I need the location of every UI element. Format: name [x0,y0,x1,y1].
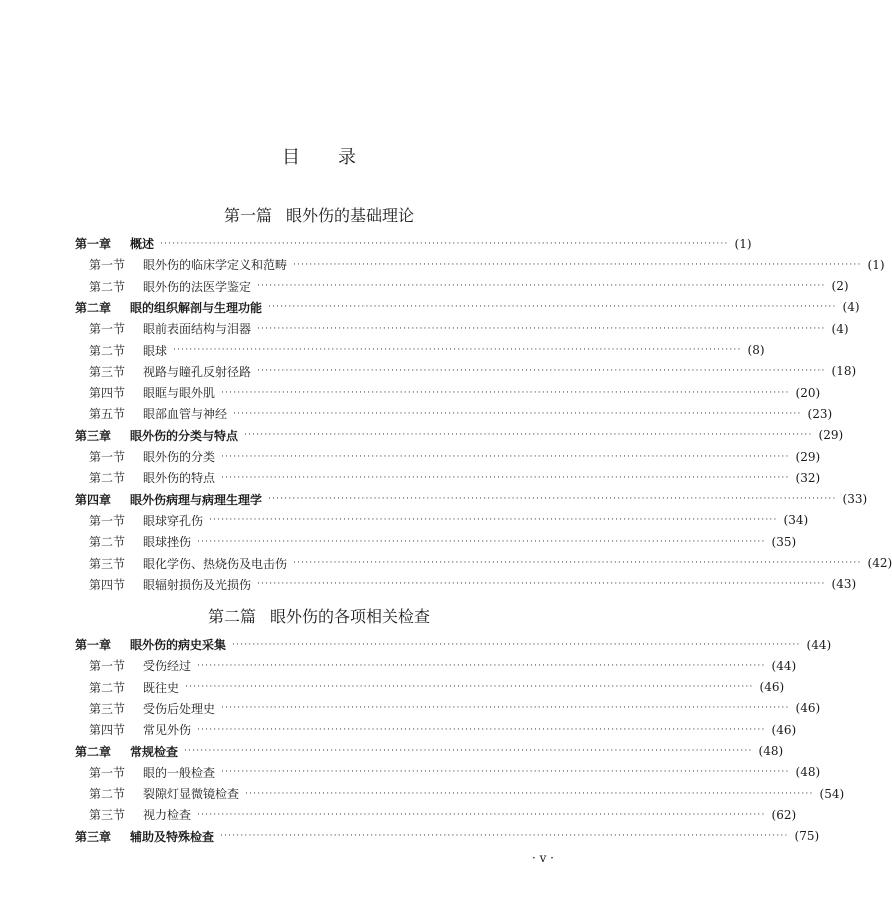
entry-number: 第一节 [89,765,126,780]
entry-title: 辅助及特殊检查 [130,829,215,844]
dot-leader: ············································································································································ [221,767,790,778]
toc-section-entry[interactable] [89,719,797,740]
toc-section-entry[interactable] [89,553,892,574]
entry-title: 既往史 [143,680,180,695]
entry-number: 第三节 [89,808,126,823]
entry-title: 眼球 [143,343,168,358]
entry-page-number: (46) [795,701,821,716]
entry-number: 第一章 [75,237,112,251]
entry-title: 视力检查 [143,808,192,823]
page-number: · v · [531,851,554,865]
entry-title: 概述 [130,237,155,251]
toc-section-entry[interactable] [89,531,797,552]
entry-title: 眼外伤的病史采集 [130,638,227,652]
dot-leader: ············································································································································ [220,831,789,842]
entry-number: 第二节 [89,471,126,486]
entry-page-number: (54) [819,786,845,801]
dot-leader: ············································································································································ [173,345,742,355]
entry-number: 第三节 [89,364,126,379]
entry-number: 第四章 [75,492,112,507]
entry-number: 第二节 [89,279,126,294]
dot-leader: ············································································································································ [185,682,754,693]
toc-chapter-entry[interactable] [75,297,860,318]
toc-section-entry[interactable] [89,574,857,595]
toc-section-entry[interactable] [89,677,785,698]
entry-number: 第四节 [89,723,126,738]
entry-number: 第二章 [75,744,112,759]
page-title: 目录 [282,147,394,168]
toc-section-entry[interactable] [89,403,833,424]
entry-title: 常见外伤 [143,723,192,738]
entry-page-number: (29) [818,428,844,443]
entry-title: 眼部血管与神经 [143,407,228,422]
dot-leader: ············································································································································ [197,660,766,671]
toc-chapter-entry[interactable] [75,634,832,655]
dot-leader: ············································································································································ [244,430,813,441]
toc-section-entry[interactable] [89,382,821,403]
dot-leader: ············································································································································ [257,579,826,590]
dot-leader: ············································································································································ [293,558,862,568]
entry-number: 第一节 [89,450,126,464]
part-number: 第一篇 [223,206,272,225]
dot-leader: ············································································································································ [257,323,826,334]
entry-title: 裂隙灯显微镜检查 [143,787,240,802]
toc-section-entry[interactable] [89,762,821,783]
entry-page-number: (18) [831,364,857,379]
entry-number: 第二章 [75,300,112,315]
entry-title: 眼外伤病理与病理生理学 [130,492,263,507]
entry-number: 第一节 [89,322,126,337]
entry-number: 第一节 [89,513,126,528]
entry-page-number: (48) [795,765,821,780]
entry-page-number: (20) [795,385,821,400]
entry-page-number: (46) [759,680,785,695]
entry-number: 第三章 [75,428,112,443]
toc-section-entry[interactable] [89,783,845,804]
toc-section-entry[interactable] [89,318,849,339]
dot-leader: ············································································································································ [293,259,862,270]
entry-page-number: (23) [807,406,833,421]
part-title: 眼外伤的各项相关检查 [270,607,431,626]
toc-chapter-entry[interactable] [75,826,820,847]
dot-leader: ············································································································································ [197,724,766,735]
entry-title: 眼化学伤、热烧伤及电击伤 [143,556,288,571]
entry-title: 受伤后处理史 [143,701,216,716]
toc-section-entry[interactable] [89,804,797,825]
toc-section-entry[interactable] [89,467,821,488]
entry-number: 第二节 [89,343,126,358]
toc-section-entry[interactable] [89,655,797,676]
dot-leader: ············································································································································ [268,494,837,505]
toc-section-entry[interactable] [89,510,809,531]
entry-page-number: (29) [795,449,821,464]
entry-page-number: (34) [783,513,809,528]
entry-number: 第一章 [75,638,112,652]
entry-number: 第五节 [89,407,126,422]
dot-leader: ············································································································································ [209,515,778,526]
toc-chapter-entry[interactable] [75,489,868,510]
entry-number: 第四节 [89,386,126,401]
entry-page-number: (4) [831,321,849,336]
dot-leader: ············································································································································ [197,536,766,547]
part-title: 眼外伤的基础理论 [286,206,415,225]
entry-title: 眼的组织解剖与生理功能 [130,300,263,315]
entry-page-number: (1) [734,236,752,251]
entry-page-number: (2) [831,279,849,294]
entry-page-number: (43) [831,577,857,592]
entry-title: 眼辐射损伤及光损伤 [143,577,252,592]
entry-number: 第三章 [75,829,112,844]
dot-leader: ············································································································································ [184,746,753,756]
dot-leader: ············································································································································ [268,302,837,313]
toc-section-entry[interactable] [89,361,857,382]
entry-page-number: (33) [842,492,868,507]
part-number: 第二篇 [207,607,256,626]
entry-page-number: (44) [806,637,832,652]
toc-chapter-entry[interactable] [75,741,784,762]
entry-number: 第一节 [89,258,126,273]
toc-section-entry[interactable] [89,254,885,275]
part-heading-1 [0,203,638,226]
dot-leader: ············································································································································ [245,788,814,799]
entry-page-number: (48) [758,744,784,758]
dot-leader: ············································································································································ [160,238,729,249]
entry-page-number: (1) [867,257,885,272]
entry-page-number: (4) [842,300,860,315]
entry-title: 眼球穿孔伤 [143,513,204,528]
entry-title: 眼前表面结构与泪器 [143,322,252,337]
dot-leader: ············································································································································ [221,451,790,462]
entry-page-number: (44) [771,658,797,673]
entry-title: 眼外伤的法医学鉴定 [143,279,252,294]
dot-leader: ············································································································································ [257,366,826,377]
entry-number: 第三节 [89,556,126,571]
dot-leader: ············································································································································ [233,408,802,419]
entry-page-number: (75) [794,829,820,844]
toc-chapter-entry[interactable] [75,425,844,446]
entry-page-number: (46) [771,722,797,737]
entry-page-number: (32) [795,470,821,485]
toc-section-entry[interactable] [89,340,765,361]
dot-leader: ············································································································································ [221,472,790,483]
entry-title: 受伤经过 [143,659,192,674]
entry-title: 视路与瞳孔反射径路 [143,364,252,379]
entry-number: 第一节 [89,659,126,674]
toc-section-entry[interactable] [89,698,821,719]
entry-number: 第二节 [89,680,126,695]
entry-title: 眼球挫伤 [143,535,192,550]
dot-leader: ············································································································································ [197,809,766,820]
entry-title: 眼眶与眼外肌 [143,386,216,401]
toc-section-entry[interactable] [89,446,821,467]
entry-number: 第二节 [89,787,126,802]
dot-leader: ············································································································································ [257,281,826,292]
entry-title: 眼外伤的分类与特点 [130,428,239,443]
entry-number: 第四节 [89,577,126,592]
part-heading-2 [0,604,638,627]
toc-section-entry[interactable] [89,276,849,297]
entry-number: 第二节 [89,535,126,550]
entry-title: 眼外伤的特点 [143,471,216,486]
entry-title: 眼外伤的临床学定义和范畴 [143,258,288,273]
entry-page-number: (62) [771,807,797,822]
entry-page-number: (42) [867,556,892,570]
dot-leader: ············································································································································ [221,387,790,398]
entry-page-number: (35) [771,534,797,549]
dot-leader: ············································································································································ [232,639,801,650]
entry-number: 第三节 [89,701,126,716]
entry-page-number: (8) [747,343,765,357]
entry-title: 眼的一般检查 [143,765,216,780]
toc-chapter-entry[interactable] [75,233,752,254]
entry-title: 眼外伤的分类 [143,450,216,464]
dot-leader: ············································································································································ [221,703,790,714]
entry-title: 常规检查 [130,744,179,759]
